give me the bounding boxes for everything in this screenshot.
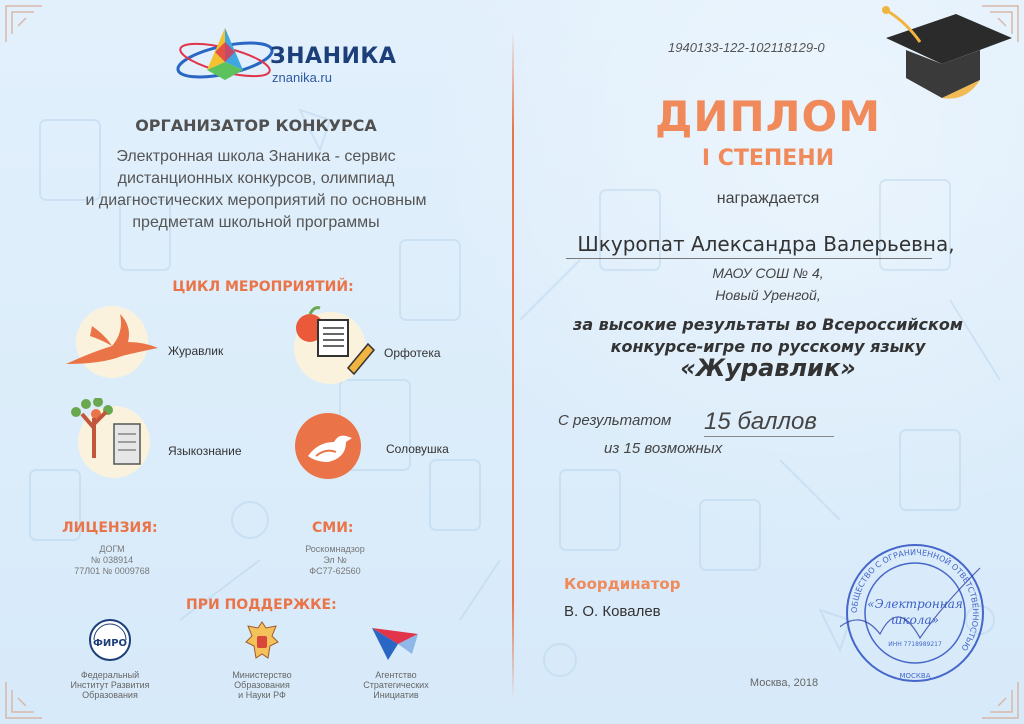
firo-logo-text: ФИРО bbox=[92, 638, 128, 649]
coordinator-title: Координатор bbox=[564, 575, 681, 593]
logo-title: ЗНАНИКА bbox=[270, 44, 397, 69]
support-org-ministry bbox=[212, 670, 312, 700]
media-line: Эл № bbox=[323, 555, 347, 565]
license-line: № 038914 bbox=[90, 555, 134, 565]
diploma-serial-number: 1940133-122-102118129-0 bbox=[668, 40, 825, 55]
official-stamp-icon bbox=[840, 538, 990, 688]
award-reason bbox=[512, 314, 1024, 358]
recipient-school bbox=[512, 262, 1024, 306]
support-line: и Науки РФ bbox=[238, 690, 286, 700]
support-line: Федеральный bbox=[80, 670, 140, 680]
media-line: ФС77-62560 bbox=[309, 566, 361, 576]
cycle-title: ЦИКЛ МЕРОПРИЯТИЙ: bbox=[172, 279, 354, 295]
media-title: СМИ: bbox=[312, 520, 354, 536]
license-line: ДОГМ bbox=[99, 544, 125, 554]
stamp-center-line: «Электронная bbox=[867, 597, 963, 611]
support-title: ПРИ ПОДДЕРЖКЕ: bbox=[186, 597, 337, 613]
organizer-line: и диагностических мероприятий по основным bbox=[85, 192, 427, 209]
result-of: из 15 возможных bbox=[604, 440, 723, 457]
organizer-line: Электронная школа Знаника - сервис bbox=[116, 148, 396, 165]
result-score: 15 баллов bbox=[704, 408, 817, 435]
license-line: 77Л01 № 0009768 bbox=[74, 566, 150, 576]
eagle-emblem-icon bbox=[242, 618, 282, 664]
support-line: Инициатив bbox=[373, 690, 419, 700]
event-label: Языкознание bbox=[168, 444, 242, 458]
organizer-title: ОРГАНИЗАТОР КОНКУРСА bbox=[135, 116, 377, 135]
organizer-description bbox=[30, 146, 482, 234]
reason-line: за высокие результаты во Всероссийском bbox=[573, 315, 963, 334]
logo-url: znanika.ru bbox=[272, 70, 332, 85]
license-title: ЛИЦЕНЗИЯ: bbox=[62, 520, 158, 536]
bird-icon bbox=[294, 412, 364, 482]
event-label: Журавлик bbox=[168, 344, 224, 358]
stamp-center-line: школа» bbox=[891, 613, 939, 627]
media-line: Роскомнадзор bbox=[305, 544, 365, 554]
media-details bbox=[290, 544, 380, 577]
awarded-text: награждается bbox=[716, 190, 820, 207]
event-label: Орфотека bbox=[384, 346, 441, 360]
book-pen-icon bbox=[292, 304, 376, 384]
support-org-asi bbox=[346, 670, 446, 700]
crane-icon bbox=[62, 306, 162, 376]
tree-book-icon bbox=[66, 398, 150, 478]
support-line: Стратегических bbox=[363, 680, 429, 690]
name-underline bbox=[566, 258, 932, 259]
diploma-title: ДИПЛОМ bbox=[654, 92, 882, 141]
stamp-ring-text: ОБЩЕСТВО С ОГРАНИЧЕННОЙ ОТВЕТСТВЕННОСТЬЮ bbox=[849, 547, 981, 653]
organizer-line: дистанционных конкурсов, олимпиад bbox=[117, 170, 395, 187]
organizer-line: предметам школьной программы bbox=[132, 214, 380, 231]
event-label: Соловушка bbox=[386, 442, 449, 456]
corner-ornament-top-left bbox=[4, 4, 44, 44]
recipient-name: Шкуропат Александра Валерьевна, bbox=[577, 232, 955, 256]
school-line: Новый Уренгой, bbox=[715, 287, 821, 303]
school-line: МАОУ СОШ № 4, bbox=[712, 265, 824, 281]
firo-logo-icon bbox=[88, 618, 132, 662]
stamp-city: МОСКВА bbox=[899, 672, 931, 680]
license-details bbox=[64, 544, 160, 577]
reason-line: конкурсе-игре по русскому языку bbox=[610, 337, 926, 356]
support-line: Министерство bbox=[232, 670, 292, 680]
diploma-degree: I СТЕПЕНИ bbox=[701, 146, 835, 171]
support-line: Образования bbox=[234, 680, 290, 690]
result-prefix: С результатом bbox=[558, 412, 672, 429]
support-org-firo bbox=[60, 670, 160, 700]
corner-ornament-bottom-left bbox=[4, 680, 44, 720]
stamp-inn: ИНН 7718989217 bbox=[888, 641, 942, 648]
support-line: Институт Развития bbox=[70, 680, 150, 690]
contest-name: «Журавлик» bbox=[680, 354, 856, 382]
score-underline bbox=[704, 436, 834, 437]
support-line: Образования bbox=[82, 690, 138, 700]
city-year: Москва, 2018 bbox=[749, 677, 819, 689]
asi-logo-icon bbox=[368, 624, 424, 664]
support-line: Агентство bbox=[375, 670, 417, 680]
coordinator-name: В. О. Ковалев bbox=[564, 603, 661, 620]
